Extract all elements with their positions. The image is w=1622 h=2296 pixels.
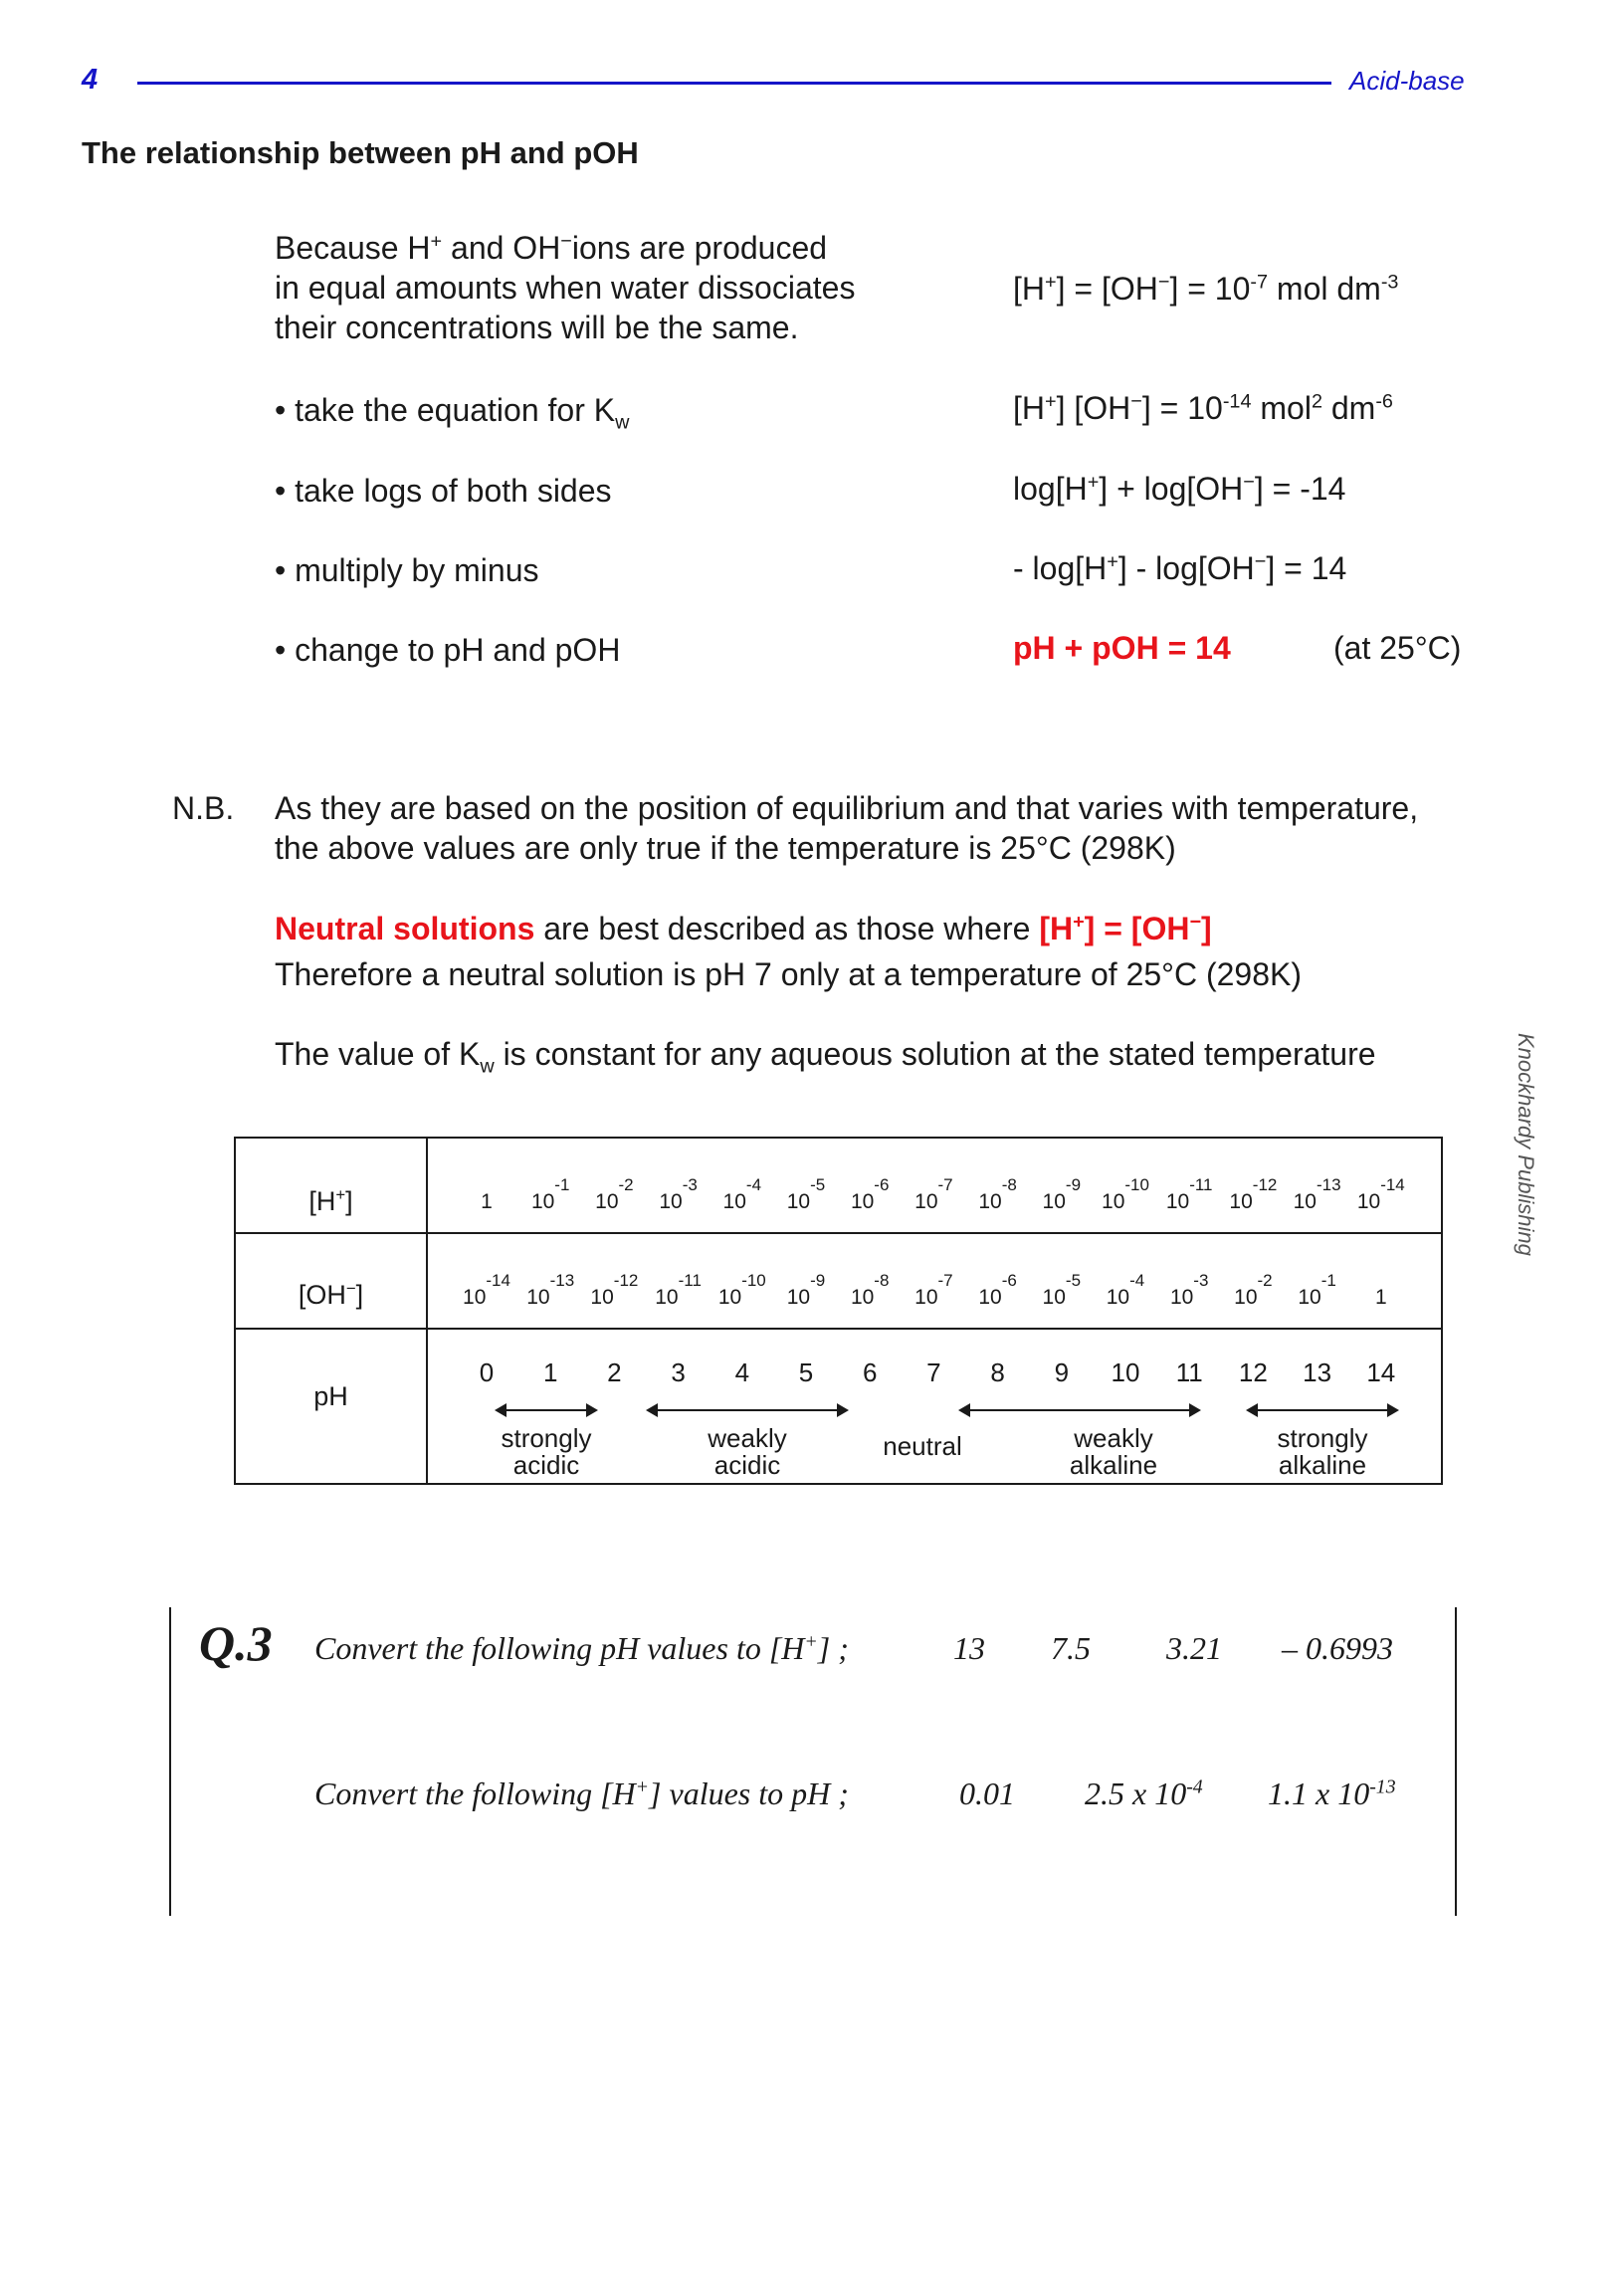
oh-concentration-cell: $10^{-13}$ xyxy=(526,1271,575,1309)
ph-scale-value: 6 xyxy=(862,1357,878,1387)
h-concentration-cell: $10^{-10}$ xyxy=(1102,1175,1149,1213)
oh-concentration-cell: $10^{-8}$ xyxy=(850,1271,890,1309)
ph-scale-value: 2 xyxy=(607,1357,622,1387)
h-concentration-cell: $10^{-11}$ xyxy=(1165,1175,1213,1213)
h-concentration-cell: $10^{-12}$ xyxy=(1229,1175,1278,1213)
h-concentration-cell: 1 xyxy=(481,1190,493,1213)
h-value-2: 2.5 x $10^{-4}$ xyxy=(1085,1775,1203,1811)
oh-concentration-cell: $10^{-14}$ xyxy=(463,1271,510,1309)
ph-scale-value: 8 xyxy=(990,1357,1005,1387)
ph-scale-value: 0 xyxy=(479,1357,495,1387)
row-label-oh: [OH−] xyxy=(298,1279,364,1310)
oh-concentration-cell: 1 xyxy=(1374,1286,1387,1309)
oh-concentration-cell: $10^{-3}$ xyxy=(1169,1271,1209,1309)
publisher-side-text: Knockhardy Publishing xyxy=(1514,1033,1538,1256)
oh-concentration-cell: $10^{-9}$ xyxy=(786,1271,826,1309)
oh-concentration-cell: $10^{-2}$ xyxy=(1234,1271,1273,1309)
nb-label: N.B. xyxy=(172,790,235,826)
ph-scale-value: 13 xyxy=(1303,1357,1332,1387)
h-concentration-cell: $10^{-14}$ xyxy=(1356,1175,1405,1213)
h-concentration-cell: $10^{-13}$ xyxy=(1293,1175,1341,1213)
ph-scale-table xyxy=(234,1137,1443,1485)
range-arrow-weak-alkaline xyxy=(960,1409,1199,1411)
row-label-ph: pH xyxy=(313,1381,348,1411)
page-number: 4 xyxy=(82,64,99,96)
ph-scale-value: 12 xyxy=(1238,1357,1268,1387)
intro-line-3: their concentrations will be the same. xyxy=(275,310,799,345)
range-strongly-alkaline: strongly alkaline xyxy=(1277,1423,1368,1480)
row-label-h: [H+] xyxy=(308,1185,353,1216)
range-weakly-acidic: weakly acidic xyxy=(708,1423,787,1480)
kw-constant-line: The value of $K_w$ is constant for any aqueous solution at the stated temperature xyxy=(275,1036,1376,1078)
chapter-title: Acid-base xyxy=(1349,66,1465,96)
question-right-bar xyxy=(1455,1607,1457,1916)
intro-line-1: Because H+ and OH−ions are produced xyxy=(275,230,828,266)
ph-value-3: 3.21 xyxy=(1166,1630,1222,1666)
range-arrow-strong-alkaline xyxy=(1248,1409,1397,1411)
question-left-bar xyxy=(169,1607,171,1916)
h-concentration-cell: $10^{-1}$ xyxy=(530,1175,570,1213)
step-ph-poh: • change to pH and pOH xyxy=(275,632,621,668)
question-prompt-2: Convert the following [H+] values to pH ; xyxy=(314,1775,849,1811)
ph-value-4: – 0.6993 xyxy=(1282,1630,1393,1666)
range-arrow-weak-acid xyxy=(648,1409,847,1411)
equal-concentration-equation: $[H^+] = [OH^-] = 10^{-7}$ mol $dm^{-3}$ xyxy=(1013,271,1399,307)
oh-concentration-cell: $10^{-1}$ xyxy=(1298,1271,1336,1309)
ph-scale-value: 5 xyxy=(798,1357,814,1387)
range-weakly-alkaline: weakly alkaline xyxy=(1069,1423,1158,1480)
nb-line-2: the above values are only true if the temperature is 25°C (298K) xyxy=(275,830,1176,866)
h-concentration-cell: $10^{-2}$ xyxy=(595,1175,634,1213)
h-value-3: 1.1 x $10^{-13}$ xyxy=(1268,1775,1396,1811)
h-concentration-cell: $10^{-7}$ xyxy=(914,1175,953,1213)
ph-scale-value: 1 xyxy=(542,1357,558,1387)
neutral-definition: Neutral solutions are best described as those where [H+] = [OH−] xyxy=(275,911,1212,946)
log-equation: log[H+] + log[OH−] = -14 xyxy=(1013,471,1346,507)
oh-concentration-cell: $10^{-12}$ xyxy=(590,1271,639,1309)
ph-scale-value: 11 xyxy=(1175,1357,1203,1387)
h-value-1: 0.01 xyxy=(959,1775,1015,1811)
h-concentration-cell: $10^{-9}$ xyxy=(1042,1175,1082,1213)
step-kw: • take the equation for $K_w$ xyxy=(275,392,630,434)
h-concentration-cell: $10^{-3}$ xyxy=(659,1175,698,1213)
ph-scale-value: 14 xyxy=(1366,1357,1396,1387)
h-concentration-cell: $10^{-6}$ xyxy=(850,1175,890,1213)
ph-scale-value: 3 xyxy=(671,1357,686,1387)
oh-concentration-cell: $10^{-5}$ xyxy=(1042,1271,1082,1309)
h-concentration-cell: $10^{-5}$ xyxy=(786,1175,826,1213)
oh-concentration-cell: $10^{-6}$ xyxy=(978,1271,1017,1309)
header-rule xyxy=(137,82,1331,85)
question-prompt-1: Convert the following pH values to [H+] ; xyxy=(314,1630,849,1666)
ph-value-1: 13 xyxy=(953,1630,985,1666)
intro-line-2: in equal amounts when water dissociates xyxy=(275,270,856,306)
temperature-note: (at 25°C) xyxy=(1333,630,1462,666)
nb-line-1: As they are based on the position of equilibrium and that varies with temperature, xyxy=(275,790,1419,826)
range-strongly-acidic: strongly acidic xyxy=(501,1423,592,1480)
oh-concentration-cell: $10^{-10}$ xyxy=(717,1271,766,1309)
ph-value-2: 7.5 xyxy=(1051,1630,1091,1666)
oh-concentration-cell: $10^{-7}$ xyxy=(914,1271,953,1309)
h-concentration-cell: $10^{-4}$ xyxy=(722,1175,762,1213)
minus-log-equation: - log[H+] - log[OH−] = 14 xyxy=(1013,550,1347,586)
ph-scale-value: 9 xyxy=(1054,1357,1070,1387)
oh-concentration-cell: $10^{-11}$ xyxy=(655,1271,702,1309)
ph-scale-value: 10 xyxy=(1111,1357,1140,1387)
question-label: Q.3 xyxy=(199,1615,273,1671)
step-logs: • take logs of both sides xyxy=(275,473,612,509)
range-neutral: neutral xyxy=(883,1431,962,1461)
range-arrow-strong-acid xyxy=(497,1409,596,1411)
section-title: The relationship between pH and pOH xyxy=(82,135,639,170)
ph-scale-value: 7 xyxy=(926,1357,941,1387)
ph-scale-value: 4 xyxy=(734,1357,750,1387)
oh-concentration-cell: $10^{-4}$ xyxy=(1106,1271,1145,1309)
neutral-line-2: Therefore a neutral solution is pH 7 only at a temperature of 25°C (298K) xyxy=(275,956,1303,992)
step-minus: • multiply by minus xyxy=(275,552,539,588)
kw-equation: [H+] $[OH^-] = 10^{-14}$ mol$^2$ $dm^{-6}$ xyxy=(1013,390,1393,426)
h-concentration-cell: $10^{-8}$ xyxy=(978,1175,1017,1213)
ph-poh-equation: pH + pOH = 14 xyxy=(1013,630,1231,666)
